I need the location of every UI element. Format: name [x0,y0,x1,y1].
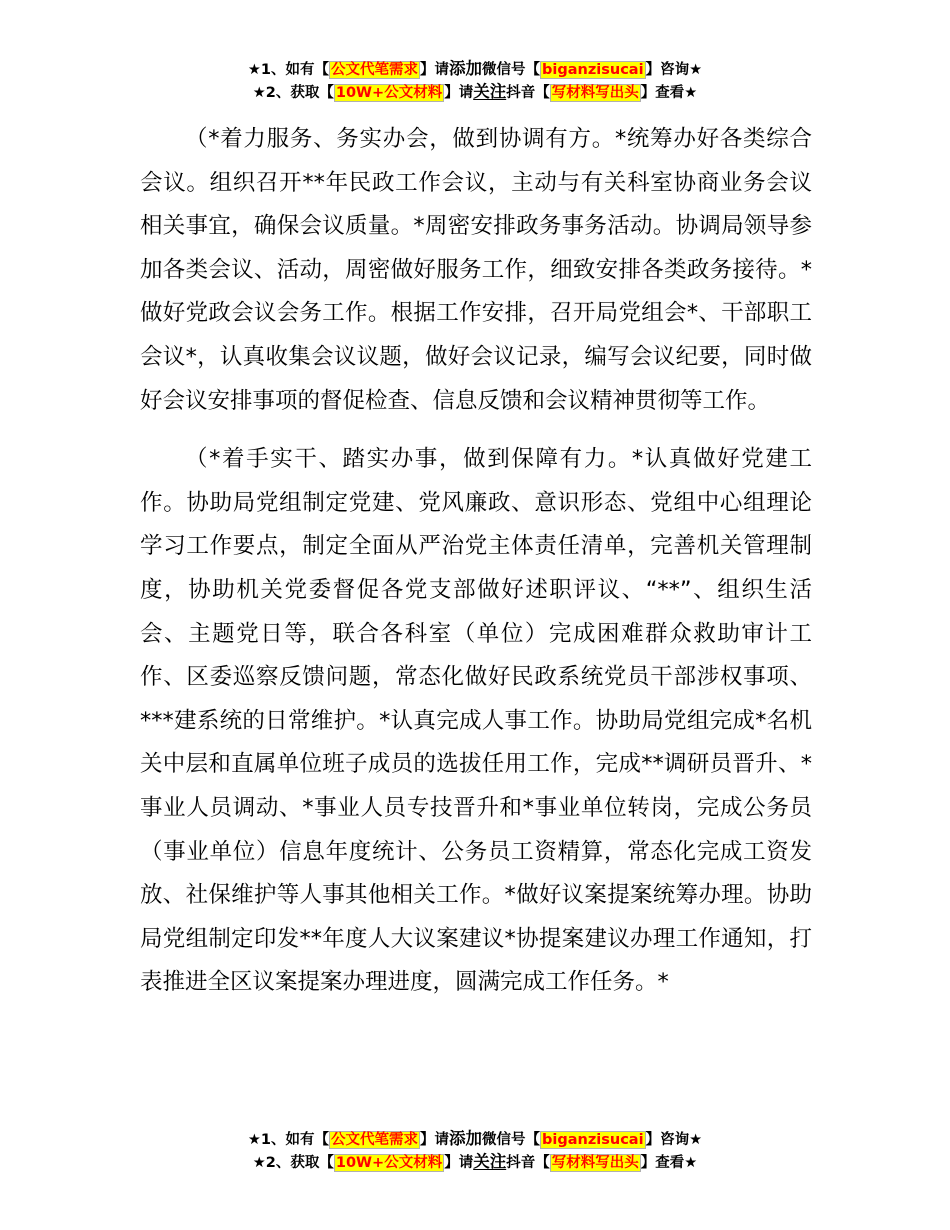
header-line1-emphasis: 添加 [449,59,483,78]
header-line1-suffix: 】咨询★ [645,62,703,78]
header-line2-prefix: ★2、获取【 [252,85,334,101]
footer-douyin-highlight: 写材料写出头 [551,1155,639,1171]
footer-materials-highlight: 10W+公文材料 [335,1155,443,1171]
header-line1-mid2: 微信号【 [482,62,541,78]
document-body [140,118,812,1005]
header-line2-mid1: 】请 [444,85,474,101]
footer-line1-mid1: 】请 [420,1132,450,1148]
body-paragraph-1: （*着力服务、务实办会，做到协调有方。*统筹办好各类综合会议。组织召开**年民政工作会议，主动与有关科室协商业务会议相关事宜，确保会议质量。*周密安排政务事务活动。协调局领导参加各类会议、活动，周密做好服务工作，细致安排各类政务接待。*做好党政会议会务工作。根据工作安排，召开局党组会*、干部职工会议*，认真收集会议议题，做好会议记录，编写会议纪要，同时做好会议安排事项的督促检查、信息反馈和会议精神贯彻等工作。 [140,126,812,414]
footer-line1-emphasis: 添加 [449,1129,483,1148]
footer-line2-suffix: 】查看★ [640,1155,698,1171]
header-line2-emphasis: 关注 [473,82,507,101]
header-banner [0,58,950,104]
header-line-2 [0,81,950,104]
footer-line2-prefix: ★2、获取【 [252,1155,334,1171]
header-line-1 [0,58,950,81]
footer-line-1 [0,1128,950,1151]
header-line2-mid2: 抖音【 [506,85,550,101]
header-ghostwriting-highlight: 公文代笔需求 [331,62,419,78]
footer-line2-mid2: 抖音【 [506,1155,550,1171]
header-douyin-highlight: 写材料写出头 [551,85,639,101]
header-line1-prefix: ★1、如有【 [247,62,330,78]
header-wechat-id-highlight: biganzisucai [542,62,644,78]
footer-line2-mid1: 】请 [444,1155,474,1171]
footer-line2-emphasis: 关注 [473,1152,507,1171]
footer-wechat-id-highlight: biganzisucai [542,1132,644,1148]
body-paragraph-2: （*着手实干、踏实办事，做到保障有力。*认真做好党建工作。协助局党组制定党建、党风廉政、意识形态、党组中心组理论学习工作要点，制定全面从严治党主体责任清单，完善机关管理制度，协助机关党委督促各党支部做好述职评议、“**”、组织生活会、主题党日等，联合各科室（单位）完成困难群众救助审计工作、区委巡察反馈问题，常态化做好民政系统党员干部涉权事项、***建系统的日常维护。*认真完成人事工作。协助局党组完成*名机关中层和直属单位班子成员的选拔任用工作，完成**调研员晋升、*事业人员调动、*事业人员专技晋升和*事业单位转岗，完成公务员（事业单位）信息年度统计、公务员工资精算，常态化完成工资发放、社保维护等人事其他相关工作。*做好议案提案统筹办理。协助局党组制定印发**年度人大议案建议*协提案建议办理工作通知，打表推进全区议案提案办理进度，圆满完成工作任务。* [140,446,812,996]
footer-line-2 [0,1151,950,1174]
footer-ghostwriting-highlight: 公文代笔需求 [331,1132,419,1148]
header-line1-mid1: 】请 [420,62,450,78]
header-materials-highlight: 10W+公文材料 [335,85,443,101]
footer-line1-prefix: ★1、如有【 [247,1132,330,1148]
header-line2-suffix: 】查看★ [640,85,698,101]
footer-line1-mid2: 微信号【 [482,1132,541,1148]
footer-line1-suffix: 】咨询★ [645,1132,703,1148]
footer-banner [0,1128,950,1174]
